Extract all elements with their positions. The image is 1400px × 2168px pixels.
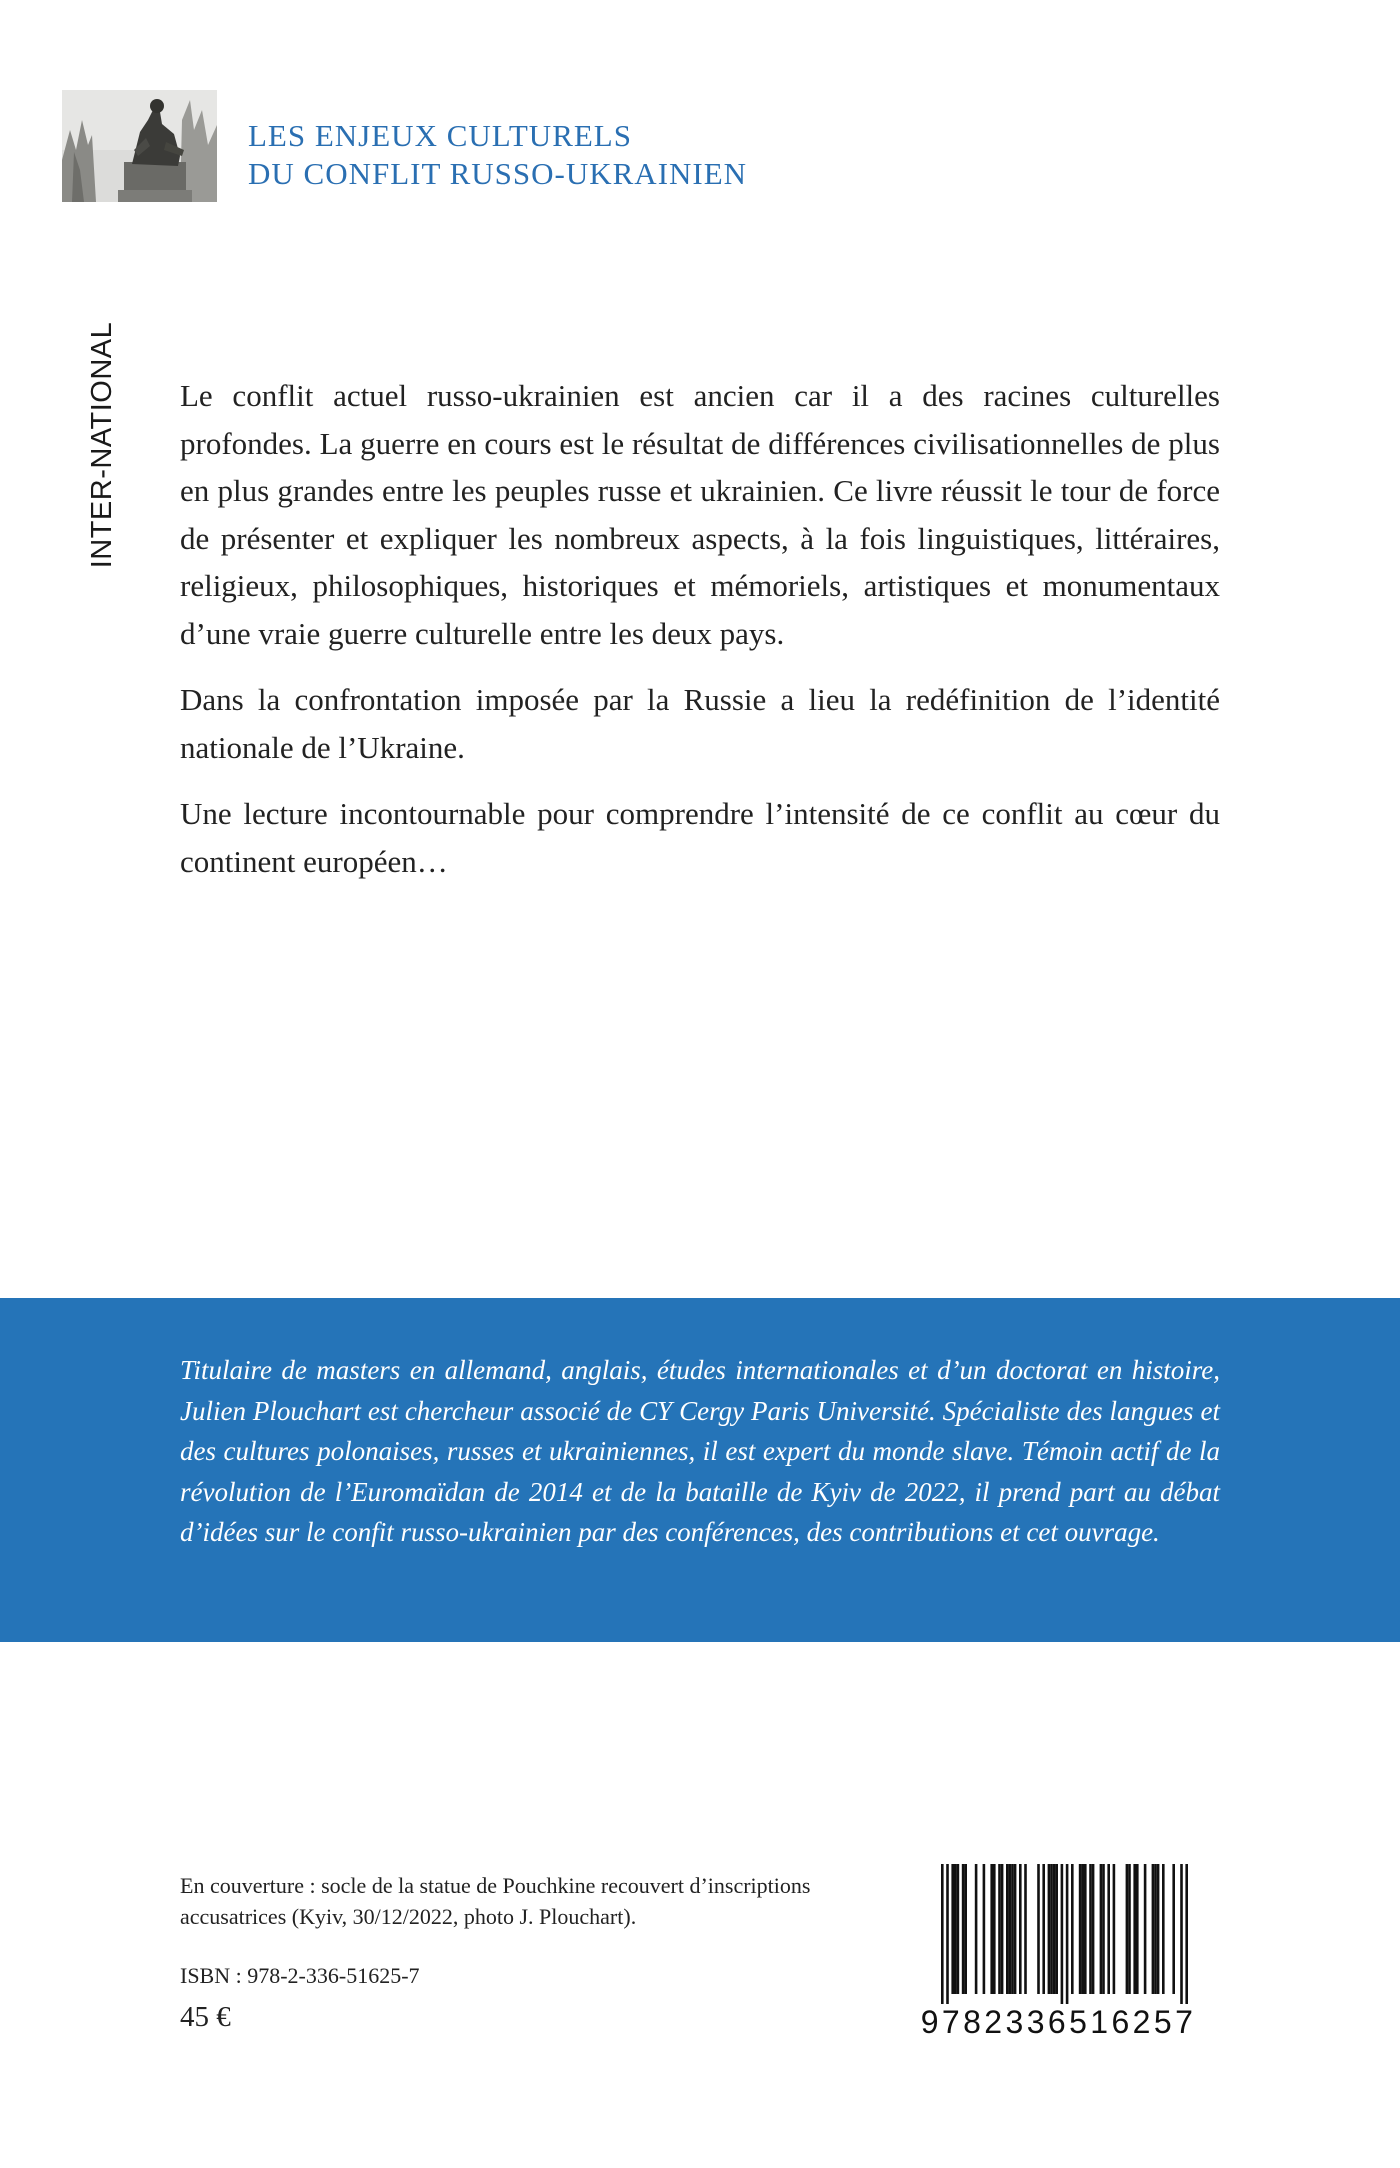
barcode-bar bbox=[1084, 1864, 1087, 1994]
book-title bbox=[248, 117, 948, 193]
barcode-bar bbox=[962, 1864, 965, 1994]
barcode-bar bbox=[1019, 1864, 1022, 1994]
barcode-bar bbox=[990, 1864, 993, 1994]
barcode-bar bbox=[1061, 1864, 1064, 2004]
barcode-bar bbox=[954, 1864, 957, 1994]
barcode-bar bbox=[1154, 1864, 1157, 1994]
barcode-bar bbox=[1133, 1864, 1136, 1994]
description-paragraph-1: Le conflit actuel russo-ukrainien est ancien car il a des racines culturelles profondes. La guerre en cours est le résultat de différences civilisationnelles de plus en plus grandes entre les peuples russe et ukrainien. Ce livre réussit le tour de force de présenter et expliquer les nombreux aspects, à la fois linguistiques, littéraires, religieux, philosophiques, historiques et mémoriels, artistiques et monumentaux d’une vraie guerre culturelle entre les deux pays. bbox=[180, 378, 1220, 651]
series-label-container bbox=[82, 310, 122, 580]
barcode-bar bbox=[1037, 1864, 1040, 1994]
barcode-digits: 9782336516257 bbox=[920, 2004, 1197, 2040]
barcode-bar bbox=[1024, 1864, 1027, 1994]
barcode-bar bbox=[1100, 1864, 1103, 1994]
author-bio: Titulaire de masters en allemand, anglais, études internationales et d’un doctorat en histoire, Julien Plouchart est chercheur associé de CY Cergy Paris Université. Spécialiste des langues et des cultures polonaises, russes et ukrainiennes, il est expert du monde slave. Témoin actif de la révolution de l’Euromaïdan de 2014 et de la bataille de Kyiv de 2022, il prend part au débat d’idées sur le confit russo-ukrainien par des conférences, des contributions et cet ouvrage. bbox=[180, 1355, 1220, 1547]
barcode-bar bbox=[941, 1864, 944, 2004]
statue-photo-icon bbox=[62, 90, 217, 202]
barcode-bar bbox=[1152, 1864, 1155, 1994]
barcode-bar bbox=[1009, 1864, 1012, 1994]
barcode-bar bbox=[1136, 1864, 1139, 1994]
barcode-bar bbox=[1107, 1864, 1110, 1994]
barcode-bar bbox=[1180, 1864, 1183, 2004]
barcode-bar bbox=[1128, 1864, 1131, 1994]
barcode-bar bbox=[1001, 1864, 1004, 1994]
barcode-bar bbox=[993, 1864, 996, 1994]
barcode-bar bbox=[1089, 1864, 1092, 1994]
barcode-bar bbox=[1157, 1864, 1160, 1994]
barcode-bar bbox=[1185, 1864, 1188, 2004]
barcode-bar bbox=[1048, 1864, 1051, 1994]
barcode-bars-icon bbox=[917, 1864, 1200, 2004]
description-paragraph-2: Dans la confrontation imposée par la Russie a lieu la redéfinition de l’identité nationale de l’Ukraine. bbox=[180, 682, 1220, 765]
barcode-bar bbox=[1126, 1864, 1129, 1994]
barcode-bar bbox=[1162, 1864, 1165, 1994]
barcode-bar bbox=[975, 1864, 978, 1994]
isbn-number: ISBN : 978-2-336-51625-7 bbox=[180, 1963, 420, 1988]
barcode-bar bbox=[1050, 1864, 1053, 1994]
book-description bbox=[180, 372, 1220, 904]
barcode-bar bbox=[946, 1864, 949, 2004]
barcode-bar bbox=[1042, 1864, 1045, 1994]
barcode-bar bbox=[1055, 1864, 1058, 1994]
barcode-bar bbox=[998, 1864, 1001, 1994]
series-label: INTER-NATIONAL bbox=[86, 321, 118, 569]
barcode-bar bbox=[1014, 1864, 1017, 1994]
description-paragraph-3: Une lecture incontournable pour comprendre l’intensité de ce conflit au cœur du continent européen… bbox=[180, 796, 1220, 879]
barcode-bar bbox=[1102, 1864, 1105, 1994]
barcode-bar bbox=[983, 1864, 986, 1994]
barcode-bar bbox=[1172, 1864, 1175, 1994]
cover-thumbnail-photo bbox=[62, 90, 217, 202]
barcode-bar bbox=[1079, 1864, 1082, 1994]
book-title-line-2: DU CONFLIT RUSSO-UKRAINIEN bbox=[248, 156, 748, 191]
barcode-bar bbox=[1011, 1864, 1014, 1994]
barcode-bar bbox=[951, 1864, 954, 1994]
barcode-bar bbox=[1144, 1864, 1147, 1994]
cover-credit: En couverture : socle de la statue de Pouchkine recouvert d’inscriptions accusatrices (Kyiv, 30/12/2022, photo J. Plouchart). bbox=[180, 1873, 811, 1929]
barcode-bar bbox=[1053, 1864, 1056, 1994]
barcode bbox=[917, 1864, 1200, 2044]
barcode-bar bbox=[1066, 1864, 1069, 2004]
barcode-bar bbox=[957, 1864, 960, 1994]
barcode-bar bbox=[1071, 1864, 1074, 1994]
barcode-bar bbox=[964, 1864, 967, 1994]
book-title-line-1: LES ENJEUX CULTURELS bbox=[248, 118, 632, 153]
barcode-bar bbox=[1006, 1864, 1009, 1994]
price: 45 € bbox=[180, 2001, 231, 2033]
barcode-bar bbox=[1113, 1864, 1116, 1994]
barcode-bar bbox=[1092, 1864, 1095, 1994]
barcode-bar bbox=[1081, 1864, 1084, 1994]
